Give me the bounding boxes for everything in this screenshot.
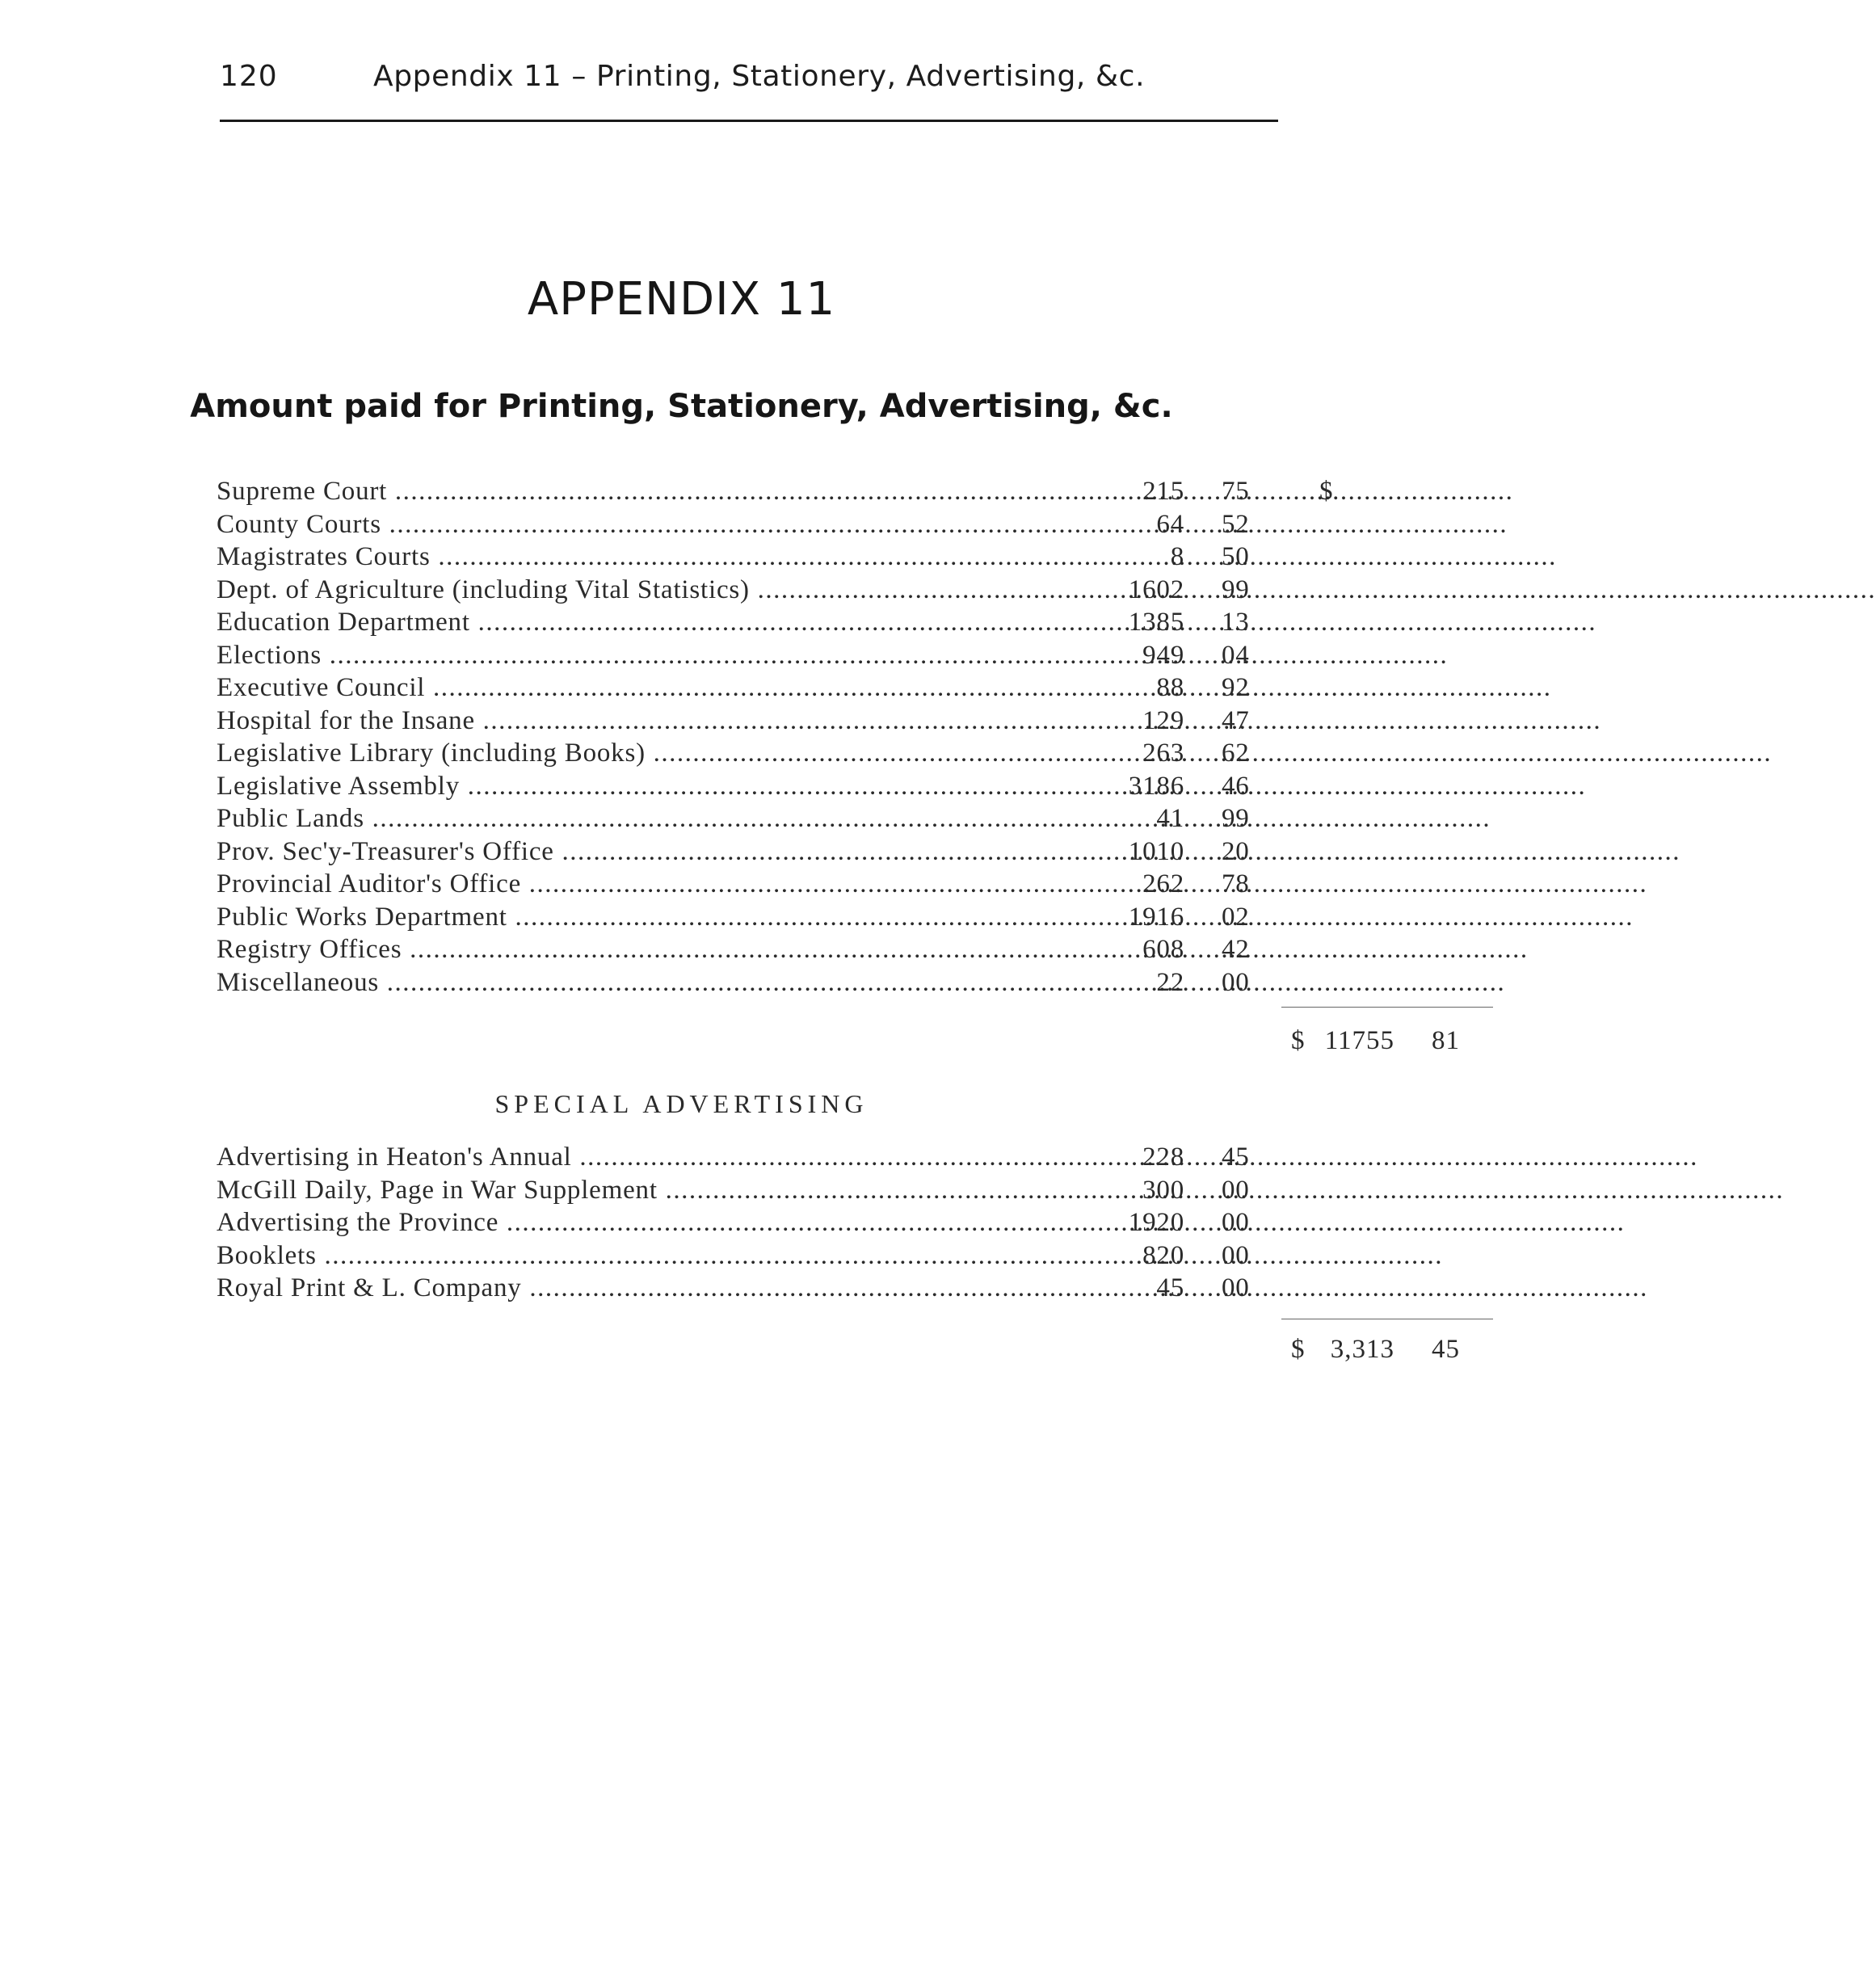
- ledger-row: [217, 671, 1283, 705]
- item-dollars: 3186: [1128, 771, 1184, 801]
- total-cents: 81: [1432, 1026, 1460, 1055]
- special-advertising-rows: [217, 1141, 1283, 1305]
- item-cents: 78: [1222, 869, 1250, 898]
- item-label: Legislative Assembly .....: [217, 770, 1073, 802]
- item-dollars: 300: [1142, 1175, 1184, 1205]
- item-label: Hospital for the Insane .....: [217, 705, 1073, 737]
- ledger-row: [217, 933, 1283, 966]
- ledger-row: [217, 1272, 1283, 1305]
- item-dollars: 1920: [1128, 1208, 1184, 1237]
- item-dollars: 41: [1156, 804, 1184, 833]
- currency-sign: $: [1319, 477, 1334, 506]
- item-dollars: 8: [1170, 542, 1184, 571]
- item-cents: 46: [1222, 771, 1250, 801]
- item-label: County Courts .....: [217, 508, 1073, 541]
- item-label: Elections .....: [217, 639, 1073, 671]
- ledger-row: [217, 639, 1283, 672]
- item-cents: 62: [1222, 738, 1250, 768]
- ledger-row: [217, 606, 1283, 639]
- total-rule: [1281, 1007, 1493, 1008]
- item-cents: 00: [1222, 1273, 1250, 1302]
- item-cents: 99: [1222, 804, 1250, 833]
- expenditure-table: [217, 475, 1460, 1055]
- running-header: [220, 60, 1278, 100]
- ledger-row: [217, 508, 1283, 541]
- item-label: Registry Offices .....: [217, 933, 1073, 966]
- item-label: Provincial Auditor's Office .....: [217, 868, 1073, 900]
- item-dollars: 215: [1142, 477, 1184, 506]
- item-dollars: 64: [1156, 509, 1184, 539]
- ledger-row: [217, 835, 1283, 869]
- item-cents: 02: [1222, 902, 1250, 932]
- ledger-row: [217, 966, 1283, 999]
- item-cents: 00: [1222, 1208, 1250, 1237]
- item-dollars: 949: [1142, 640, 1184, 670]
- item-cents: 13: [1222, 608, 1250, 637]
- ledger-row: [217, 1239, 1283, 1273]
- item-cents: 20: [1222, 836, 1250, 866]
- item-label: Advertising in Heaton's Annual .....: [217, 1141, 1073, 1173]
- item-cents: 00: [1222, 1175, 1250, 1205]
- total-dollars: 3,313: [1330, 1335, 1394, 1364]
- ledger-row: [217, 737, 1283, 770]
- item-label: McGill Daily, Page in War Supplement .....: [217, 1174, 1073, 1206]
- ledger-row: [217, 868, 1283, 901]
- item-label: Miscellaneous .....: [217, 966, 1073, 999]
- total-cents: 45: [1432, 1335, 1460, 1364]
- item-label: Prov. Sec'y-Treasurer's Office .....: [217, 835, 1073, 868]
- item-label: Education Department .....: [217, 606, 1073, 638]
- item-cents: 52: [1222, 509, 1250, 539]
- item-cents: 50: [1222, 542, 1250, 571]
- special-advertising-heading: SPECIAL ADVERTISING: [494, 1089, 869, 1118]
- item-dollars: 1385: [1128, 608, 1184, 637]
- expenditure-rows: [217, 475, 1334, 999]
- item-label: Magistrates Courts .....: [217, 541, 1073, 573]
- ledger-row: [217, 541, 1283, 574]
- running-title: Appendix 11 – Printing, Stationery, Advertising, &c.: [373, 60, 1146, 93]
- item-dollars: 820: [1142, 1240, 1184, 1270]
- total-dollars: 11755: [1324, 1026, 1394, 1055]
- item-cents: 92: [1222, 673, 1250, 702]
- total-currency-sign: $: [1291, 1335, 1306, 1364]
- ledger-row: [217, 770, 1283, 803]
- item-label: Public Lands .....: [217, 802, 1073, 835]
- ledger-row: [217, 475, 1334, 508]
- item-dollars: 129: [1142, 705, 1184, 735]
- item-cents: 47: [1222, 705, 1250, 735]
- ledger-row: [217, 574, 1283, 607]
- item-dollars: 45: [1156, 1273, 1184, 1302]
- ledger-row: [217, 705, 1283, 738]
- item-dollars: 1602: [1128, 574, 1184, 604]
- item-cents: 42: [1222, 935, 1250, 964]
- item-label: Legislative Library (including Books) .....: [217, 737, 1073, 769]
- ledger-row: [217, 802, 1283, 835]
- item-dollars: 22: [1156, 967, 1184, 997]
- item-dollars: 1916: [1128, 902, 1184, 932]
- item-dollars: 228: [1142, 1142, 1184, 1172]
- item-cents: 75: [1222, 477, 1250, 506]
- item-label: Royal Print & L. Company .....: [217, 1272, 1073, 1304]
- item-dollars: 1010: [1128, 836, 1184, 866]
- special-advertising-table: [217, 1141, 1460, 1364]
- item-dollars: 608: [1142, 935, 1184, 964]
- item-label: Dept. of Agriculture (including Vital Statistics) .....: [217, 574, 1073, 606]
- ledger-row: [217, 1206, 1283, 1239]
- item-dollars: 262: [1142, 869, 1184, 898]
- appendix-title: APPENDIX 11: [527, 273, 836, 326]
- item-cents: 99: [1222, 574, 1250, 604]
- item-label: Supreme Court .....: [217, 475, 1073, 507]
- page-number: 120: [220, 60, 278, 93]
- ledger-row: [217, 901, 1283, 934]
- item-cents: 00: [1222, 967, 1250, 997]
- item-label: Booklets .....: [217, 1239, 1073, 1272]
- ledger-row: [217, 1141, 1283, 1174]
- item-label: Advertising the Province .....: [217, 1206, 1073, 1239]
- item-dollars: 263: [1142, 738, 1184, 768]
- header-rule: [220, 120, 1278, 122]
- item-cents: 04: [1222, 640, 1250, 670]
- item-cents: 45: [1222, 1142, 1250, 1172]
- item-label: Executive Council .....: [217, 671, 1073, 704]
- item-dollars: 88: [1156, 673, 1184, 702]
- item-label: Public Works Department .....: [217, 901, 1073, 933]
- appendix-subtitle: Amount paid for Printing, Stationery, Advertising, &c.: [190, 388, 1173, 425]
- ledger-row: [217, 1174, 1283, 1207]
- item-cents: 00: [1222, 1240, 1250, 1270]
- total-currency-sign: $: [1291, 1026, 1306, 1055]
